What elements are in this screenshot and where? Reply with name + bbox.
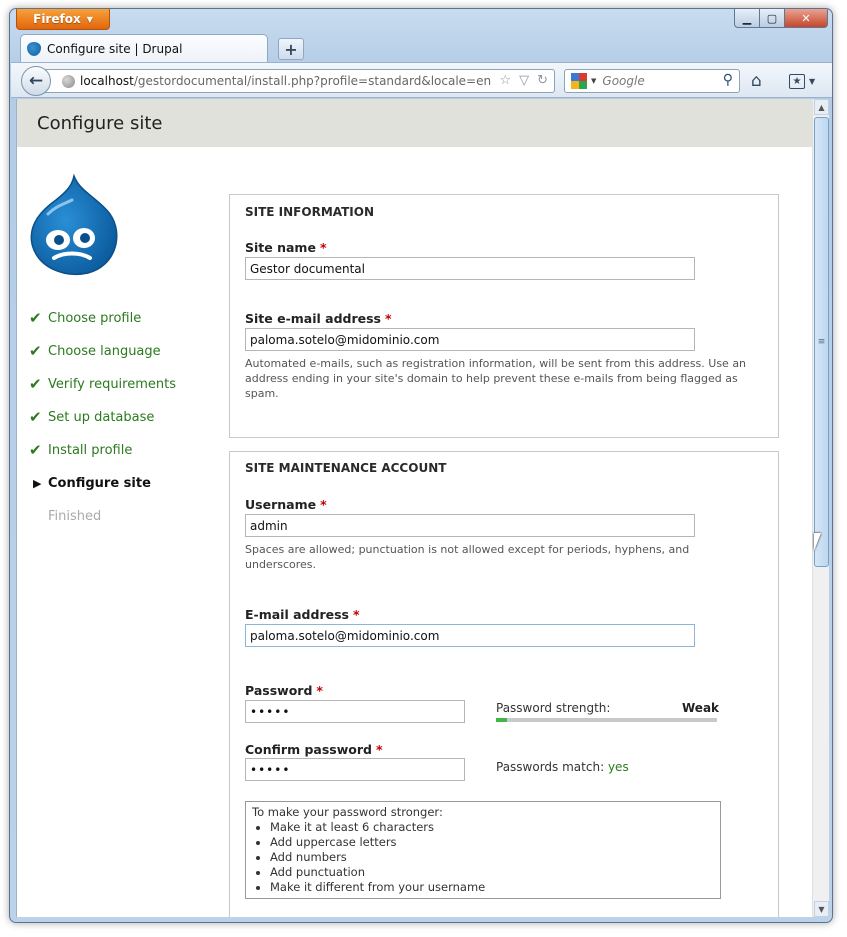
passwords-match <box>496 760 629 774</box>
install-step-label: Configure site <box>48 476 151 491</box>
password-strength-bar <box>496 718 717 722</box>
username-description: Spaces are allowed; punctuation is not allowed except for periods, hyphens, and underscores. <box>245 543 690 571</box>
page-viewport <box>16 99 812 917</box>
install-step <box>29 443 176 476</box>
scroll-down-arrow-icon[interactable]: ▼ <box>814 901 829 917</box>
url-bar[interactable] <box>45 69 555 93</box>
password-label <box>245 683 323 698</box>
password-suggestion-item: • Add punctuation <box>270 865 714 880</box>
install-steps <box>29 311 176 542</box>
site-name-label-text: Site name <box>245 240 316 255</box>
navigation-toolbar <box>11 62 833 98</box>
tab-title: Configure site | Drupal <box>47 41 183 56</box>
site-information-legend: SITE INFORMATION <box>245 205 375 219</box>
password-label-text: Password <box>245 683 313 698</box>
checkmark-icon: ✔ <box>29 309 42 327</box>
password-strength-fill <box>496 718 507 722</box>
password-suggestion-item: • Add numbers <box>270 850 714 865</box>
install-step-label: Install profile <box>48 443 133 458</box>
password-suggestions <box>245 801 721 899</box>
install-step <box>29 344 176 377</box>
checkmark-icon: ✔ <box>29 342 42 360</box>
page-title: Configure site <box>37 112 163 134</box>
site-email-input[interactable] <box>245 328 695 351</box>
search-bar[interactable] <box>564 69 740 93</box>
tab-bar <box>20 34 820 62</box>
required-marker: * <box>385 311 392 326</box>
firefox-menu-label: Firefox <box>33 12 81 26</box>
install-step-label: Set up database <box>48 410 155 425</box>
required-marker: * <box>320 497 327 512</box>
google-icon <box>571 73 587 89</box>
install-step <box>29 476 176 509</box>
bookmarks-button[interactable] <box>789 72 825 90</box>
back-button[interactable] <box>21 66 51 96</box>
username-label-text: Username <box>245 497 317 512</box>
email-label-text: E-mail address <box>245 607 349 622</box>
current-step-arrow-icon: ▶ <box>33 477 42 490</box>
install-step-label: Choose language <box>48 344 161 359</box>
required-marker: * <box>316 683 323 698</box>
install-step <box>29 509 176 542</box>
globe-icon <box>62 75 75 88</box>
password-strength-label: Password strength: <box>496 701 611 715</box>
checkmark-icon: ✔ <box>29 441 42 459</box>
chevron-down-icon[interactable]: ▼ <box>591 77 597 85</box>
username-label <box>245 497 327 512</box>
site-email-label-text: Site e-mail address <box>245 311 381 326</box>
site-information-fieldset <box>229 194 779 438</box>
install-step-label: Finished <box>48 509 102 524</box>
drupal-favicon-icon <box>27 42 41 56</box>
install-step <box>29 311 176 344</box>
password-suggestions-list <box>252 820 714 895</box>
scroll-up-arrow-icon[interactable]: ▲ <box>814 99 829 115</box>
site-email-label <box>245 311 392 326</box>
install-step-label: Choose profile <box>48 311 142 326</box>
required-marker: * <box>375 742 383 757</box>
site-maintenance-account-fieldset <box>229 451 779 917</box>
minimize-button[interactable]: ▁ <box>734 9 760 28</box>
url-bar-icons <box>499 73 548 88</box>
back-arrow-icon: ← <box>28 71 44 91</box>
site-email-description: Automated e-mails, such as registration information, will be sent from this address. Use an address ending in your site's domain to help prevent these e-mails from being flagged as spam. <box>245 357 747 400</box>
passwords-match-value: yes <box>607 760 629 774</box>
email-input[interactable] <box>245 624 695 647</box>
bookmarks-star-icon: ★ <box>789 74 805 89</box>
password-strength-value: Weak <box>682 701 720 715</box>
maximize-button[interactable]: ▢ <box>759 9 785 28</box>
page-header <box>17 99 812 147</box>
install-step <box>29 410 176 443</box>
confirm-password-label <box>245 742 383 757</box>
scrollbar-thumb[interactable]: ≡ <box>814 117 829 567</box>
install-step <box>29 377 176 410</box>
required-marker: * <box>319 240 327 255</box>
password-suggestion-item: • Add uppercase letters <box>270 835 714 850</box>
tab-configure-site[interactable] <box>20 34 268 62</box>
site-name-input[interactable] <box>245 257 695 280</box>
confirm-password-input[interactable] <box>245 758 465 781</box>
search-placeholder: Google <box>602 74 645 88</box>
passwords-match-label: Passwords match: <box>496 760 605 774</box>
url-path: /gestordocumental/install.php?profile=standard&locale=en <box>133 74 492 88</box>
reload-icon[interactable]: ↻ <box>537 73 548 88</box>
browser-window <box>9 8 833 923</box>
url-host: localhost <box>80 74 134 88</box>
home-icon[interactable]: ⌂ <box>751 71 762 91</box>
confirm-password-label-text: Confirm password <box>245 742 372 757</box>
close-button[interactable]: ✕ <box>784 9 828 28</box>
site-maintenance-account-legend: SITE MAINTENANCE ACCOUNT <box>245 461 447 475</box>
drupal-logo <box>28 174 120 276</box>
password-suggestions-title: To make your password stronger: <box>252 805 443 819</box>
password-suggestion-item: • Make it different from your username <box>270 880 714 895</box>
site-name-label <box>245 240 326 255</box>
checkmark-icon: ✔ <box>29 408 42 426</box>
install-step-label: Verify requirements <box>48 377 177 392</box>
bookmark-star-icon[interactable]: ☆ <box>499 73 512 88</box>
username-input[interactable] <box>245 514 695 537</box>
chevron-down-icon: ▼ <box>86 14 93 24</box>
email-label <box>245 607 360 622</box>
checkmark-icon: ✔ <box>29 375 42 393</box>
chevron-down-icon: ▼ <box>809 76 816 86</box>
history-dropdown-icon[interactable]: ▽ <box>519 73 530 88</box>
search-icon[interactable]: ⚲ <box>722 72 733 88</box>
mouse-cursor-icon <box>814 533 821 551</box>
firefox-menu-button[interactable] <box>16 9 110 30</box>
vertical-scrollbar[interactable] <box>812 99 829 917</box>
new-tab-button[interactable]: + <box>278 38 304 60</box>
window-controls <box>735 9 828 28</box>
password-suggestion-item: • Make it at least 6 characters <box>270 820 714 835</box>
password-input[interactable] <box>245 700 465 723</box>
required-marker: * <box>352 607 360 622</box>
